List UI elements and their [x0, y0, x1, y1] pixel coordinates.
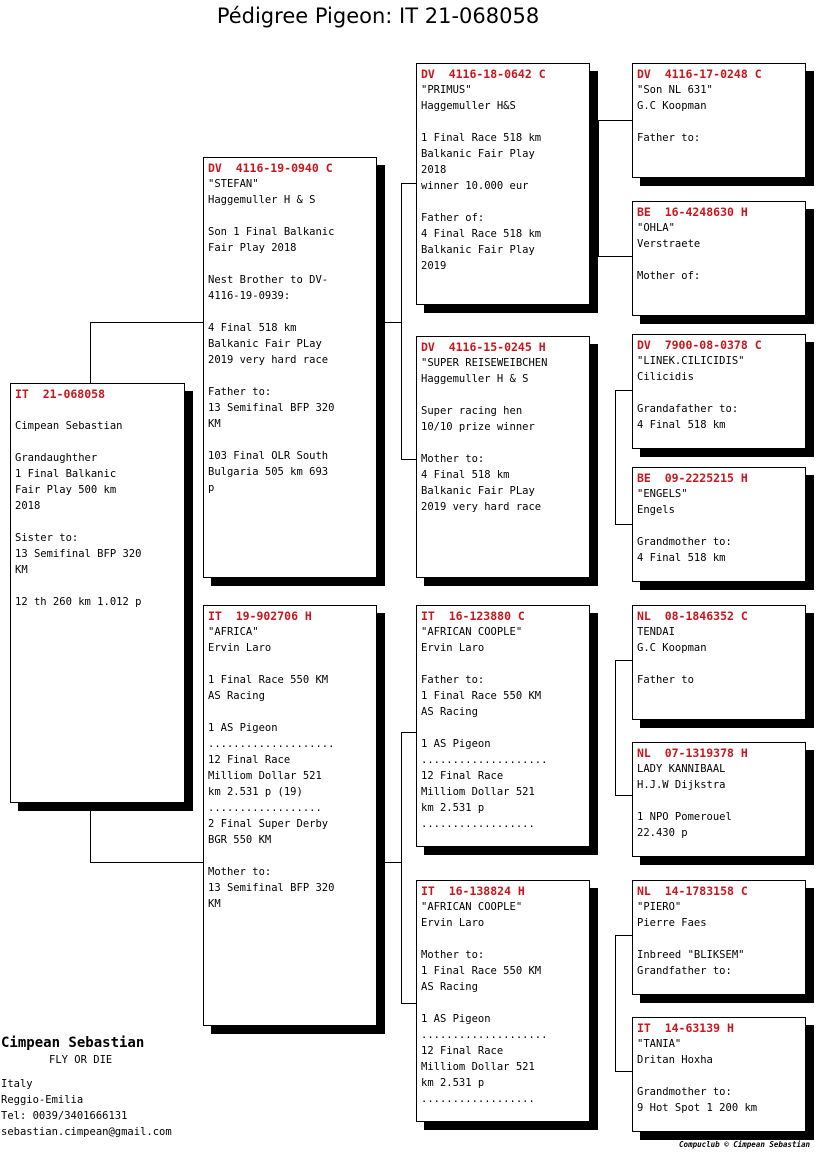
detail-line: 1 Final Race 550 KM — [421, 690, 542, 702]
pigeon-details — [637, 486, 801, 566]
connector-line — [401, 183, 417, 184]
detail-line: .................. — [421, 818, 535, 830]
detail-line: "ENGELS" — [637, 488, 688, 500]
detail-line: 1 AS Pigeon — [421, 738, 491, 750]
connector-line — [615, 390, 632, 391]
detail-line: "TANIA" — [637, 1038, 682, 1050]
detail-line: 12 Final Race — [421, 1045, 504, 1057]
great-grandparent-card — [632, 201, 806, 316]
detail-line: 2018 — [15, 500, 41, 512]
detail-line: km 2.531 p (19) — [208, 786, 303, 798]
pigeon-details — [637, 1036, 801, 1116]
detail-line: Ervin Laro — [421, 642, 485, 654]
detail-line: .................. — [421, 1093, 535, 1105]
connector-line — [90, 802, 91, 863]
pigeon-details — [637, 353, 801, 433]
detail-line: AS Racing — [421, 706, 478, 718]
detail-line: Sister to: — [15, 532, 79, 544]
connector-line — [401, 732, 417, 733]
detail-line: "STEFAN" — [208, 178, 259, 190]
great-grandparent-card — [632, 334, 806, 449]
detail-line: Haggemuller H&S — [421, 100, 516, 112]
ring-number: NL 14-1783158 C — [637, 884, 748, 898]
detail-line: km 2.531 p — [421, 1077, 485, 1089]
connector-line — [401, 183, 402, 460]
detail-line: .................... — [421, 1029, 548, 1041]
detail-line: Nest Brother to DV- — [208, 274, 329, 286]
page-title: Pédigree Pigeon: IT 21-068058 — [216, 4, 540, 28]
detail-line — [637, 1068, 801, 1084]
detail-line: Father of: — [421, 212, 485, 224]
detail-line: Bulgaria 505 km 693 — [208, 466, 329, 478]
detail-line: 2018 — [421, 164, 447, 176]
detail-line: "Son NL 631" — [637, 84, 713, 96]
detail-line — [637, 931, 801, 947]
detail-line: "AFRICAN COOPLE" — [421, 626, 523, 638]
pigeon-details — [208, 176, 372, 496]
detail-line: 4 Final 518 km — [637, 552, 726, 564]
detail-line: Balkanic Fair PLay — [208, 338, 322, 350]
detail-line — [208, 704, 372, 720]
detail-line: Mother of: — [637, 270, 701, 282]
detail-line: 12 Final Race — [208, 754, 291, 766]
detail-line: .................. — [208, 802, 322, 814]
ring-number: DV 4116-18-0642 C — [421, 67, 546, 81]
detail-line — [421, 995, 585, 1011]
detail-line: Grandafather to: — [637, 403, 739, 415]
detail-line: KM — [208, 418, 221, 430]
detail-line: Inbreed "BLIKSEM" — [637, 949, 745, 961]
connector-line — [376, 862, 401, 863]
detail-line: Fair Play 500 km — [15, 484, 117, 496]
detail-line — [15, 578, 180, 594]
owner-country: Italy — [1, 1078, 33, 1090]
connector-line — [90, 322, 91, 383]
footer-credit: Compuclub © Cimpean Sebastian — [679, 1140, 810, 1149]
great-grandparent-card — [632, 63, 806, 178]
detail-line: 2019 — [421, 260, 447, 272]
owner-name: Cimpean Sebastian — [1, 1035, 145, 1051]
ring-number: IT 21-068058 — [15, 387, 106, 401]
detail-line — [421, 656, 585, 672]
detail-line: Grandmother to: — [637, 1086, 732, 1098]
connector-line — [615, 795, 632, 796]
owner-email: sebastian.cimpean@gmail.com — [1, 1126, 172, 1138]
detail-line: Balkanic Fair Play — [421, 148, 535, 160]
detail-line: km 2.531 p — [421, 802, 485, 814]
connector-line — [615, 1071, 632, 1072]
detail-line: LADY KANNIBAAL — [637, 763, 726, 775]
detail-line — [208, 848, 372, 864]
detail-line: Fair Play 2018 — [208, 242, 297, 254]
ring-number: DV 4116-19-0940 C — [208, 161, 333, 175]
paternal-grandmother-card — [416, 336, 590, 578]
detail-line: 22.430 p — [637, 827, 688, 839]
connector-line — [615, 660, 616, 796]
detail-line: "PRIMUS" — [421, 84, 472, 96]
detail-line — [15, 402, 180, 418]
detail-line: "SUPER REISEWEIBCHEN — [421, 357, 548, 369]
detail-line: Son 1 Final Balkanic — [208, 226, 335, 238]
detail-line: Father to: — [208, 386, 272, 398]
pigeon-details — [637, 82, 801, 146]
detail-line: Mother to: — [421, 949, 485, 961]
ring-number: IT 14-63139 H — [637, 1021, 734, 1035]
detail-line — [15, 514, 180, 530]
connector-line — [615, 935, 632, 936]
detail-line: 9 Hot Spot 1 200 km — [637, 1102, 758, 1114]
detail-line — [637, 252, 801, 268]
detail-line — [421, 114, 585, 130]
detail-line: Milliom Dollar 521 — [421, 1061, 535, 1073]
detail-line: 4 Final 518 km — [208, 322, 297, 334]
detail-line: Haggemuller H & S — [208, 194, 316, 206]
detail-line: 1 Final Balkanic — [15, 468, 117, 480]
great-grandparent-card — [632, 605, 806, 720]
detail-line: G.C Koopman — [637, 100, 707, 112]
detail-line: 13 Semifinal BFP 320 — [208, 402, 335, 414]
pigeon-details — [421, 624, 585, 832]
detail-line — [637, 793, 801, 809]
ring-number: BE 09-2225215 H — [637, 471, 748, 485]
detail-line: BGR 550 KM — [208, 834, 272, 846]
connector-line — [598, 256, 632, 257]
detail-line: AS Racing — [421, 981, 478, 993]
ring-number: DV 4116-15-0245 H — [421, 340, 546, 354]
detail-line: 2 Final Super Derby — [208, 818, 329, 830]
ring-number: IT 16-138824 H — [421, 884, 525, 898]
detail-line — [208, 368, 372, 384]
detail-line: KM — [208, 898, 221, 910]
detail-line — [637, 114, 801, 130]
maternal-grandmother-card — [416, 880, 590, 1122]
detail-line: Milliom Dollar 521 — [421, 786, 535, 798]
detail-line: Grandaughther — [15, 452, 98, 464]
ring-number: IT 19-902706 H — [208, 609, 312, 623]
pigeon-details — [421, 355, 585, 515]
father-card — [203, 157, 377, 578]
connector-line — [615, 935, 616, 1072]
detail-line — [421, 720, 585, 736]
detail-line — [208, 208, 372, 224]
detail-line — [15, 434, 180, 450]
connector-line — [401, 1003, 417, 1004]
pigeon-details — [15, 402, 180, 610]
detail-line: G.C Koopman — [637, 642, 707, 654]
owner-phone: Tel: 0039/3401666131 — [1, 1110, 128, 1122]
pigeon-details — [637, 624, 801, 688]
detail-line: H.J.W Dijkstra — [637, 779, 726, 791]
detail-line: Mother to: — [421, 453, 485, 465]
paternal-grandfather-card — [416, 63, 590, 305]
detail-line: 1 Final Race 550 KM — [421, 965, 542, 977]
ring-number: DV 7900-08-0378 C — [637, 338, 762, 352]
pigeon-details — [637, 220, 801, 284]
detail-line: "OHLA" — [637, 222, 675, 234]
detail-line: Cimpean Sebastian — [15, 420, 123, 432]
detail-line: 13 Semifinal BFP 320 — [15, 548, 142, 560]
detail-line: TENDAI — [637, 626, 675, 638]
great-grandparent-card — [632, 1017, 806, 1132]
pigeon-details — [421, 899, 585, 1107]
detail-line: 1 NPO Pomerouel — [637, 811, 732, 823]
detail-line — [421, 194, 585, 210]
detail-line: 1 AS Pigeon — [208, 722, 278, 734]
detail-line: Dritan Hoxha — [637, 1054, 713, 1066]
connector-line — [376, 322, 401, 323]
detail-line: Father to: — [421, 674, 485, 686]
detail-line: "AFRICA" — [208, 626, 259, 638]
detail-line: Verstraete — [637, 238, 701, 250]
detail-line: Father to: — [637, 132, 701, 144]
detail-line: AS Racing — [208, 690, 265, 702]
pigeon-details — [637, 899, 801, 979]
ring-number: DV 4116-17-0248 C — [637, 67, 762, 81]
detail-line: Grandfather to: — [637, 965, 732, 977]
detail-line: 1 Final Race 518 km — [421, 132, 542, 144]
ring-number: NL 08-1846352 C — [637, 609, 748, 623]
detail-line: 4 Final 518 km — [637, 419, 726, 431]
connector-line — [90, 862, 204, 863]
mother-card — [203, 605, 377, 1026]
detail-line: "AFRICAN COOPLE" — [421, 901, 523, 913]
detail-line: 12 Final Race — [421, 770, 504, 782]
detail-line — [637, 385, 801, 401]
detail-line: Ervin Laro — [421, 917, 485, 929]
connector-line — [401, 459, 417, 460]
connector-line — [615, 524, 632, 525]
detail-line — [421, 387, 585, 403]
detail-line — [637, 518, 801, 534]
detail-line: Engels — [637, 504, 675, 516]
detail-line: "LINEK.CILICIDIS" — [637, 355, 745, 367]
detail-line: .................... — [421, 754, 548, 766]
detail-line: KM — [15, 564, 28, 576]
detail-line: .................... — [208, 738, 335, 750]
detail-line: 13 Semifinal BFP 320 — [208, 882, 335, 894]
ring-number: IT 16-123880 C — [421, 609, 525, 623]
pigeon-details — [208, 624, 372, 912]
detail-line — [208, 256, 372, 272]
detail-line: Grandmother to: — [637, 536, 732, 548]
detail-line: 103 Final OLR South — [208, 450, 329, 462]
detail-line: 4116-19-0939: — [208, 290, 291, 302]
detail-line — [421, 435, 585, 451]
detail-line: Father to — [637, 674, 694, 686]
detail-line: 2019 very hard race — [208, 354, 329, 366]
great-grandparent-card — [632, 742, 806, 857]
connector-line — [401, 732, 402, 1004]
detail-line: 4 Final Race 518 km — [421, 228, 542, 240]
connector-line — [615, 660, 632, 661]
connector-line — [598, 120, 599, 257]
detail-line: Haggemuller H & S — [421, 373, 529, 385]
detail-line — [208, 432, 372, 448]
pigeon-details — [421, 82, 585, 274]
owner-motto: FLY OR DIE — [49, 1054, 113, 1066]
pigeon-details — [637, 761, 801, 841]
detail-line: 1 AS Pigeon — [421, 1013, 491, 1025]
owner-city: Reggio-Emilia — [1, 1094, 84, 1106]
detail-line: 2019 very hard race — [421, 501, 542, 513]
maternal-grandfather-card — [416, 605, 590, 847]
detail-line: Balkanic Fair PLay — [421, 485, 535, 497]
connector-line — [598, 120, 632, 121]
ring-number: BE 16-4248630 H — [637, 205, 748, 219]
detail-line — [208, 656, 372, 672]
detail-line: 12 th 260 km 1.012 p — [15, 596, 142, 608]
detail-line: Super racing hen — [421, 405, 523, 417]
detail-line: Ervin Laro — [208, 642, 272, 654]
detail-line: 1 Final Race 550 KM — [208, 674, 329, 686]
detail-line: Balkanic Fair Play — [421, 244, 535, 256]
detail-line: 10/10 prize winner — [421, 421, 535, 433]
detail-line: p — [208, 482, 215, 494]
great-grandparent-card — [632, 880, 806, 995]
detail-line: Mother to: — [208, 866, 272, 878]
connector-line — [615, 390, 616, 525]
ring-number: NL 07-1319378 H — [637, 746, 748, 760]
connector-line — [90, 322, 204, 323]
detail-line — [637, 656, 801, 672]
detail-line: Pierre Faes — [637, 917, 707, 929]
detail-line: Cilicidis — [637, 371, 694, 383]
great-grandparent-card — [632, 467, 806, 582]
detail-line: Milliom Dollar 521 — [208, 770, 322, 782]
main-pigeon-card — [10, 383, 185, 803]
detail-line: "PIERO" — [637, 901, 682, 913]
detail-line — [421, 931, 585, 947]
owner-info — [1, 1034, 172, 1140]
detail-line: winner 10.000 eur — [421, 180, 529, 192]
detail-line: 4 Final 518 km — [421, 469, 510, 481]
detail-line — [208, 304, 372, 320]
